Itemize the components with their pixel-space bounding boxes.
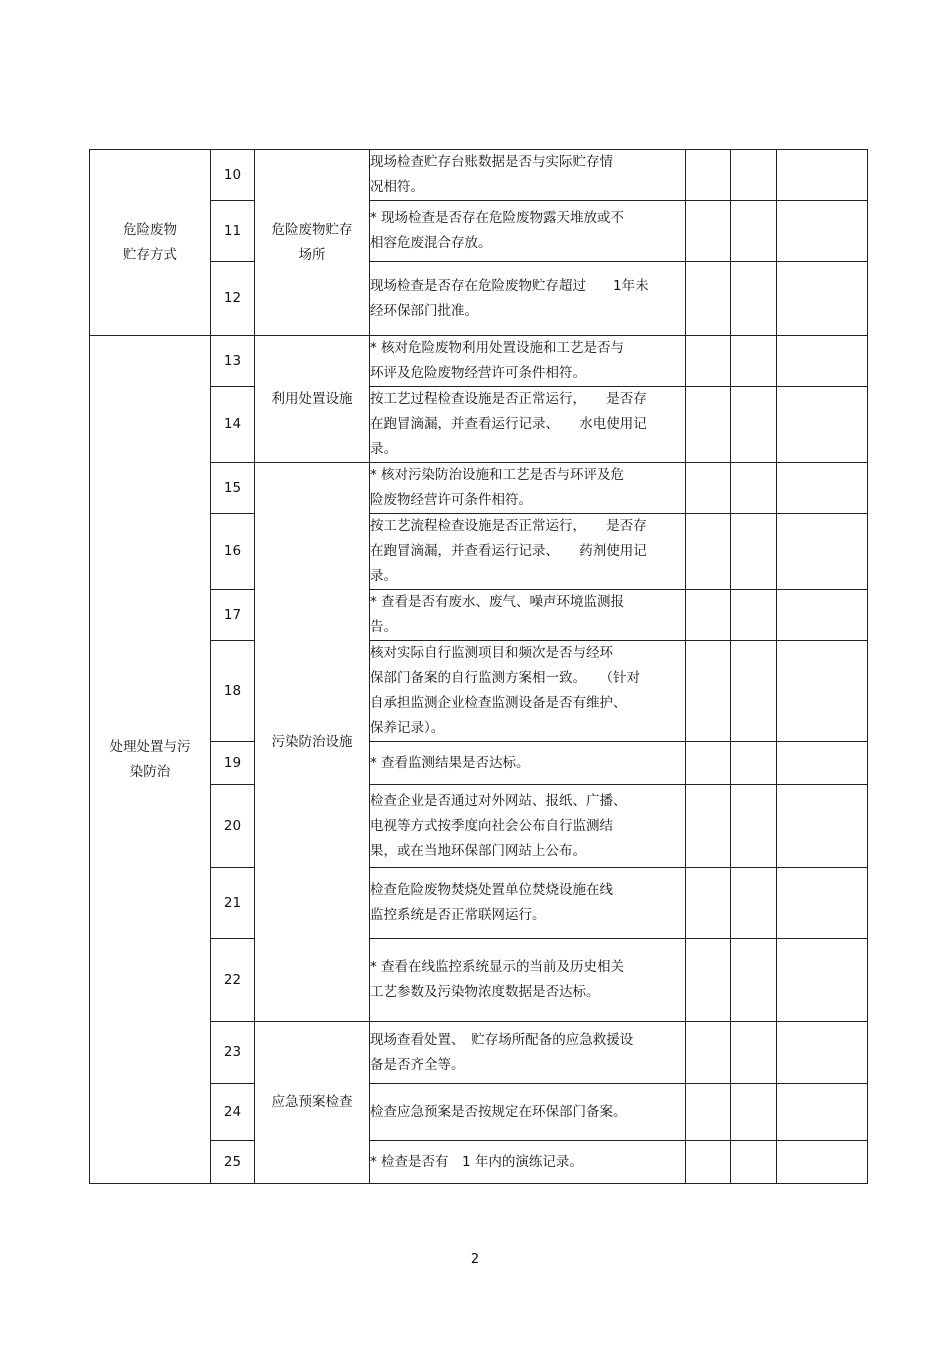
row-number: 23	[211, 1022, 255, 1084]
category-cell-storage: 危险废物 贮存方式	[90, 150, 211, 336]
check-cell[interactable]	[686, 262, 731, 336]
check-item: 现场查看处置、 贮存场所配备的应急救援设 备是否齐全等。	[370, 1022, 686, 1084]
check-item: 检查应急预案是否按规定在环保部门备案。	[370, 1084, 686, 1141]
remark-cell[interactable]	[777, 1141, 868, 1184]
check-cell[interactable]	[731, 1141, 777, 1184]
check-item: * 核对污染防治设施和工艺是否与环评及危 险废物经营许可条件相符。	[370, 463, 686, 514]
check-cell[interactable]	[686, 939, 731, 1022]
remark-cell[interactable]	[777, 590, 868, 641]
remark-cell[interactable]	[777, 463, 868, 514]
check-cell[interactable]	[686, 514, 731, 590]
row-number: 24	[211, 1084, 255, 1141]
check-cell[interactable]	[731, 514, 777, 590]
row-number: 20	[211, 785, 255, 868]
check-item: * 检查是否有 1 年内的演练记录。	[370, 1141, 686, 1184]
check-cell[interactable]	[731, 150, 777, 201]
remark-cell[interactable]	[777, 939, 868, 1022]
row-number: 12	[211, 262, 255, 336]
row-number: 22	[211, 939, 255, 1022]
check-cell[interactable]	[686, 868, 731, 939]
row-number: 15	[211, 463, 255, 514]
check-cell[interactable]	[686, 1022, 731, 1084]
subcategory-cell-storage-site: 危险废物贮存 场所	[255, 150, 370, 336]
check-cell[interactable]	[686, 742, 731, 785]
check-item: 按工艺过程检查设施是否正常运行， 是否存 在跑冒滴漏，并查看运行记录、 水电使用记 录。	[370, 387, 686, 463]
remark-cell[interactable]	[777, 641, 868, 742]
check-item: * 查看监测结果是否达标。	[370, 742, 686, 785]
row-number: 18	[211, 641, 255, 742]
row-number: 13	[211, 336, 255, 387]
row-number: 11	[211, 201, 255, 262]
remark-cell[interactable]	[777, 1022, 868, 1084]
check-item: 检查企业是否通过对外网站、报纸、广播、 电视等方式按季度向社会公布自行监测结 果，或在当地环保部门网站上公布。	[370, 785, 686, 868]
check-item: * 查看是否有废水、废气、噪声环境监测报 告。	[370, 590, 686, 641]
inspection-table	[89, 149, 868, 1184]
check-item: 现场检查是否存在危险废物贮存超过 1年未 经环保部门批准。	[370, 262, 686, 336]
check-cell[interactable]	[686, 201, 731, 262]
check-cell[interactable]	[731, 939, 777, 1022]
check-item: * 现场检查是否存在危险废物露天堆放或不 相容危废混合存放。	[370, 201, 686, 262]
check-cell[interactable]	[686, 1141, 731, 1184]
check-cell[interactable]	[686, 1084, 731, 1141]
remark-cell[interactable]	[777, 150, 868, 201]
check-item: 按工艺流程检查设施是否正常运行， 是否存 在跑冒滴漏，并查看运行记录、 药剂使用记 录。	[370, 514, 686, 590]
subcategory-cell-emergency: 应急预案检查	[255, 1022, 370, 1184]
remark-cell[interactable]	[777, 785, 868, 868]
table-row	[90, 150, 868, 201]
check-cell[interactable]	[731, 201, 777, 262]
check-cell[interactable]	[731, 590, 777, 641]
check-cell[interactable]	[686, 150, 731, 201]
check-item: * 核对危险废物利用处置设施和工艺是否与 环评及危险废物经营许可条件相符。	[370, 336, 686, 387]
check-item: * 查看在线监控系统显示的当前及历史相关 工艺参数及污染物浓度数据是否达标。	[370, 939, 686, 1022]
remark-cell[interactable]	[777, 336, 868, 387]
check-item: 现场检查贮存台账数据是否与实际贮存情 况相符。	[370, 150, 686, 201]
subcategory-cell-pollution: 污染防治设施	[255, 463, 370, 1022]
check-cell[interactable]	[731, 1084, 777, 1141]
category-cell-treatment: 处理处置与污 染防治	[90, 336, 211, 1184]
remark-cell[interactable]	[777, 387, 868, 463]
remark-cell[interactable]	[777, 742, 868, 785]
remark-cell[interactable]	[777, 514, 868, 590]
row-number: 10	[211, 150, 255, 201]
check-cell[interactable]	[686, 785, 731, 868]
check-cell[interactable]	[731, 742, 777, 785]
table-row	[90, 336, 868, 387]
check-item: 检查危险废物焚烧处置单位焚烧设施在线 监控系统是否正常联网运行。	[370, 868, 686, 939]
check-cell[interactable]	[731, 1022, 777, 1084]
remark-cell[interactable]	[777, 1084, 868, 1141]
remark-cell[interactable]	[777, 868, 868, 939]
row-number: 16	[211, 514, 255, 590]
remark-cell[interactable]	[777, 262, 868, 336]
check-cell[interactable]	[731, 868, 777, 939]
page-number: 2	[470, 1252, 480, 1267]
check-cell[interactable]	[731, 336, 777, 387]
check-cell[interactable]	[686, 387, 731, 463]
check-cell[interactable]	[686, 590, 731, 641]
check-cell[interactable]	[731, 785, 777, 868]
check-cell[interactable]	[686, 336, 731, 387]
row-number: 19	[211, 742, 255, 785]
check-cell[interactable]	[731, 387, 777, 463]
check-item: 核对实际自行监测项目和频次是否与经环 保部门备案的自行监测方案相一致。 （针对 自承担监测企业检查监测设备是否有维护、 保养记录）。	[370, 641, 686, 742]
subcategory-cell-utilization: 利用处置设施	[255, 336, 370, 463]
row-number: 21	[211, 868, 255, 939]
check-cell[interactable]	[731, 641, 777, 742]
check-cell[interactable]	[731, 262, 777, 336]
check-cell[interactable]	[731, 463, 777, 514]
row-number: 25	[211, 1141, 255, 1184]
row-number: 17	[211, 590, 255, 641]
row-number: 14	[211, 387, 255, 463]
check-cell[interactable]	[686, 641, 731, 742]
check-cell[interactable]	[686, 463, 731, 514]
remark-cell[interactable]	[777, 201, 868, 262]
